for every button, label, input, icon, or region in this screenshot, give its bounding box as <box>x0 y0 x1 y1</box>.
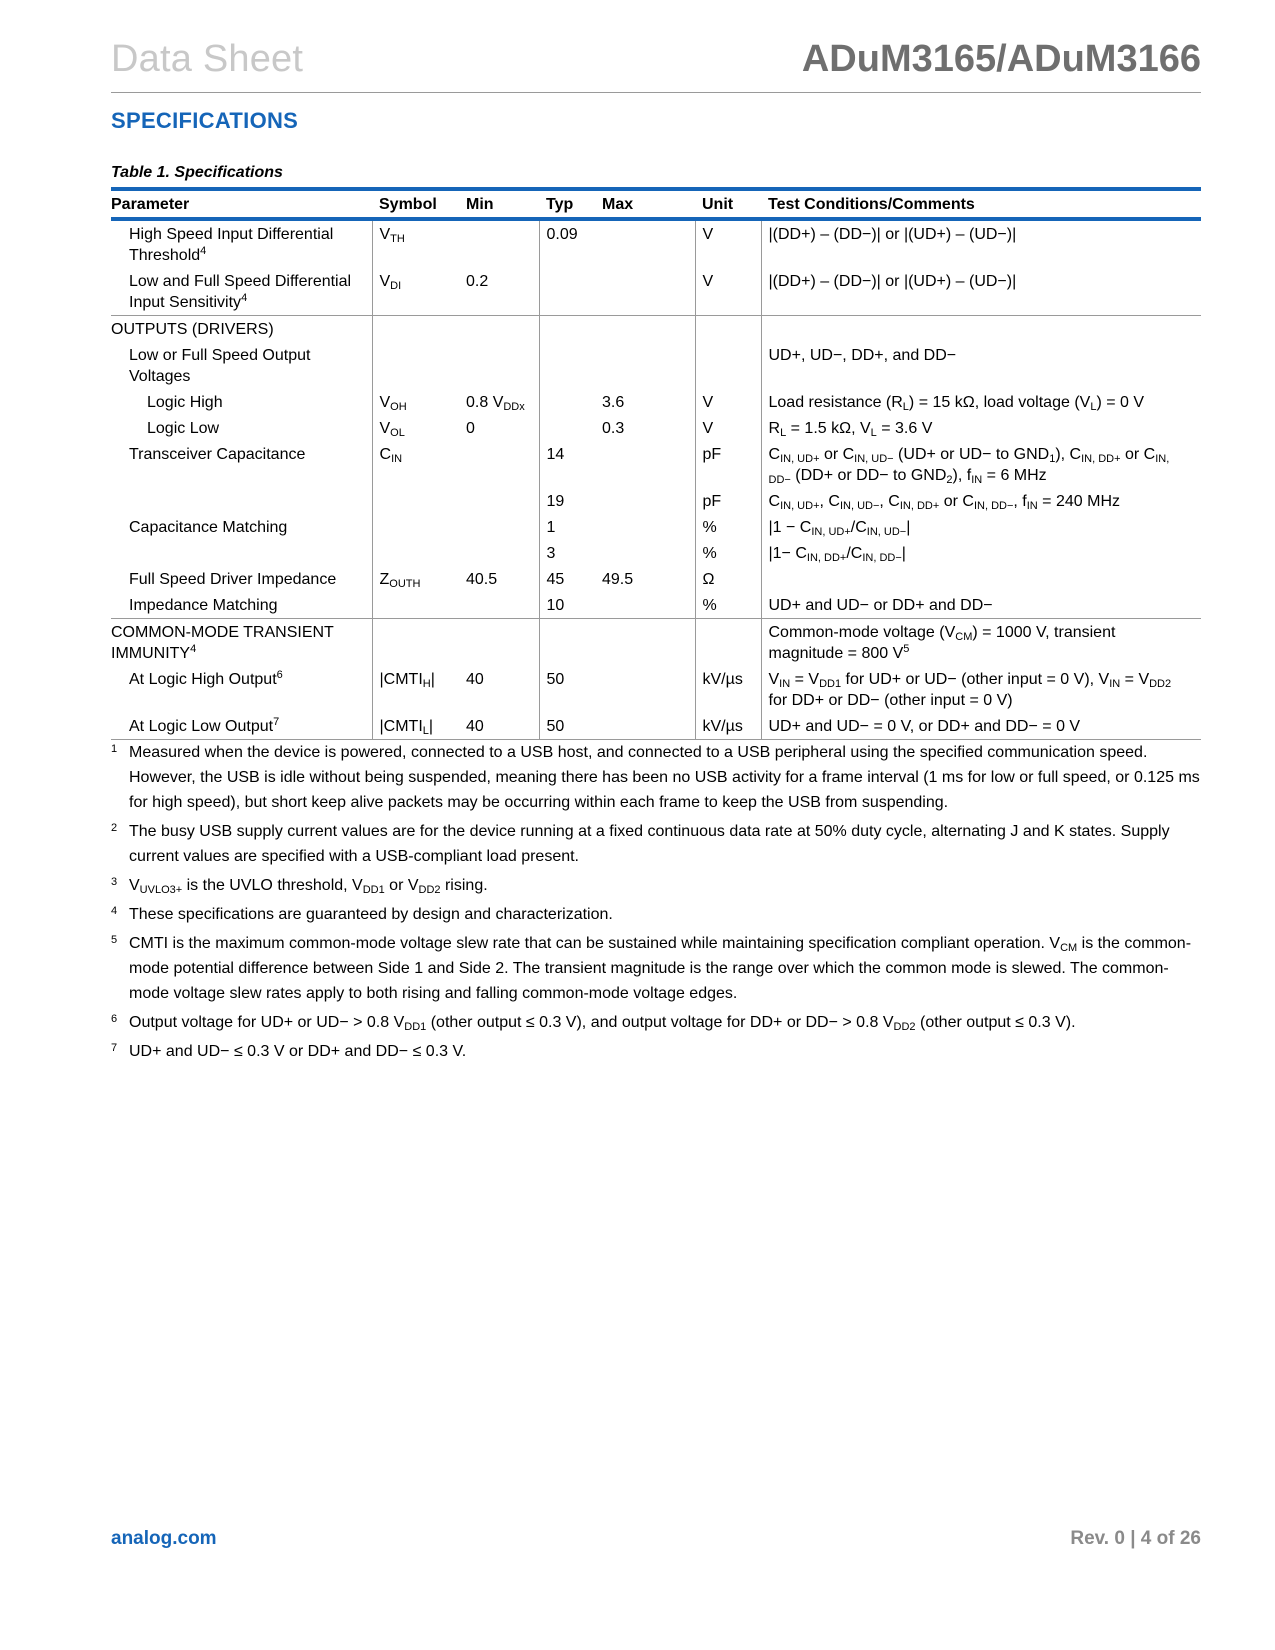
min-cell: 0 <box>466 420 475 437</box>
header-divider <box>111 92 1201 93</box>
table-row <box>111 514 1201 540</box>
footnote: 2 The busy USB supply current values are for the device running at a fixed continuous data rate at 50% duty cycle, alternating J and K states. Supply current values are specified with a USB-compliant load present. <box>111 822 1170 865</box>
table-row <box>111 219 1201 268</box>
max-cell: 3.6 <box>602 394 625 411</box>
param-cell: At Logic High Output$^6$ <box>129 669 283 688</box>
unit-cell: pF <box>695 441 761 488</box>
conditions-cell: $|1- C_{IN, DD+}/C_{IN, DD-}|$ <box>761 540 1201 566</box>
section-title: SPECIFICATIONS <box>111 108 299 133</box>
typ-cell <box>539 268 595 316</box>
page-number: Rev. 0 | 4 of 26 <box>1070 1528 1201 1549</box>
symbol-cell: $|CMTI_L|$ <box>372 713 459 740</box>
param-cell: Transceiver Capacitance <box>129 446 306 463</box>
footnote: 6 Output voltage for UD+ or UD− > 0.8 $V_{DD1}$ (other output ≤ 0.3 V), and output voltage for DD+ or DD− > 0.8 $V_{DD2}$ (other output ≤ 0.3 V). <box>111 1013 1076 1033</box>
typ-cell: 14 <box>539 441 595 488</box>
min-cell <box>459 219 539 268</box>
table-row <box>111 566 1201 592</box>
conditions-cell: UD+ and UD− = 0 V, or DD+ and DD− = 0 V <box>761 713 1201 740</box>
unit-cell: V <box>695 268 761 316</box>
param-cell: Low and Full Speed Differential Input Sensitivity$^4$ <box>129 273 352 311</box>
conditions-cell: Common-mode voltage $(V_{CM}) = 1000$ V, transient magnitude = 800 $V^5$ <box>761 619 1201 667</box>
unit-cell: V <box>695 219 761 268</box>
param-cell: Logic Low <box>147 420 220 437</box>
typ-cell: 1 <box>539 514 595 540</box>
max-cell <box>595 219 695 268</box>
max-cell: 0.3 <box>602 420 625 437</box>
col-unit: Unit <box>695 189 761 219</box>
conditions-cell: UD+ and UD− or DD+ and DD− <box>761 592 1201 619</box>
param-cell: OUTPUTS (DRIVERS) <box>111 316 372 343</box>
param-cell: Capacitance Matching <box>129 519 288 536</box>
max-cell: 49.5 <box>602 571 634 588</box>
unit-cell: % <box>695 514 761 540</box>
symbol-cell: $C_{IN}$ <box>372 441 459 488</box>
param-cell: Impedance Matching <box>129 597 278 614</box>
table-row <box>111 488 1201 514</box>
typ-cell: 10 <box>539 592 595 619</box>
col-min: Min <box>459 189 539 219</box>
footnote: 4 These specifications are guaranteed by design and characterization. <box>111 905 613 923</box>
col-symbol: Symbol <box>372 189 459 219</box>
part-number-title: ADuM3165/ADuM3166 <box>801 38 1201 80</box>
table-row <box>111 415 1201 441</box>
table-row <box>111 268 1201 316</box>
table-caption: Table 1. Specifications <box>111 164 283 181</box>
param-cell: Low or Full Speed Output Voltages <box>129 347 311 385</box>
min-cell: 40 <box>459 713 539 740</box>
footnote: 5 CMTI is the maximum common-mode voltage slew rate that can be sustained while maintaining specification compliant operation. $V_{CM}$ is the common-mode potential difference between Side 1 and Side 2. The transient magnitude is the range over which the common mode is slewed. The common-mode voltage slew rates apply to both rising and falling common-mode voltage edges. <box>111 934 1192 1002</box>
table-row <box>111 342 1201 389</box>
conditions-cell: $R_L = 1.5$ kΩ, $V_L = 3.6$ V <box>761 415 1201 441</box>
footnotes <box>111 740 1201 1068</box>
typ-cell: 3 <box>539 540 595 566</box>
unit-cell: % <box>695 592 761 619</box>
min-cell: 40 <box>466 671 484 688</box>
unit-cell: kV/µs <box>695 713 761 740</box>
symbol-cell: $V_{TH}$ <box>372 219 459 268</box>
col-max: Max <box>595 189 695 219</box>
symbol-cell: $Z_{OUTH}$ <box>372 566 459 592</box>
table-row <box>111 666 1201 713</box>
website-link[interactable]: analog.com <box>111 1528 217 1549</box>
symbol-cell: $V_{DI}$ <box>372 268 459 316</box>
col-conditions: Test Conditions/Comments <box>761 189 1201 219</box>
min-cell: 40.5 <box>466 571 498 588</box>
conditions-cell: |(DD+) – (DD−)| or |(UD+) – (UD−)| <box>761 268 1201 316</box>
conditions-cell: UD+, UD−, DD+, and DD− <box>761 342 1201 389</box>
symbol-cell: $V_{OH}$ <box>372 389 459 415</box>
conditions-cell: |(DD+) – (DD−)| or |(UD+) – (UD−)| <box>761 219 1201 268</box>
table-row <box>111 540 1201 566</box>
table-row <box>111 441 1201 488</box>
conditions-cell: $C_{IN, UD+}$ or $C_{IN, UD-}$ (UD+ or UD− to $GND_1$), $C_{IN, DD+}$ or $C_{IN, DD-}$ (DD+ or DD− to $GND_2$), $f_{IN} = 6$ MHz <box>761 441 1201 488</box>
param-cell: At Logic Low Output$^7$ <box>111 713 372 740</box>
footnote: 7 UD+ and UD− ≤ 0.3 V or DD+ and DD− ≤ 0.3 V. <box>111 1042 467 1060</box>
footnote: 3 $V_{UVLO3+}$ is the UVLO threshold, $V_{DD1}$ or $V_{DD2}$ rising. <box>111 876 488 896</box>
conditions-cell: $V_{IN} = V_{DD1}$ for UD+ or UD− (other input = 0 V), $V_{IN} = V_{DD2}$ for DD+ or DD− (other input = 0 V) <box>761 666 1201 713</box>
unit-cell: Ω <box>695 566 761 592</box>
typ-cell: 45 <box>539 566 595 592</box>
typ-cell: 0.09 <box>539 219 595 268</box>
table-header-row <box>111 189 1201 219</box>
unit-cell: V <box>695 389 761 415</box>
param-cell: COMMON-MODE TRANSIENT IMMUNITY$^4$ <box>111 619 372 667</box>
param-cell: Full Speed Driver Impedance <box>129 571 337 588</box>
symbol-cell: $V_{OL}$ <box>372 415 459 441</box>
table-row <box>111 389 1201 415</box>
unit-cell: kV/µs <box>695 666 761 713</box>
conditions-cell: $|1 - C_{IN, UD+}/C_{IN, UD-}|$ <box>761 514 1201 540</box>
unit-cell: V <box>695 415 761 441</box>
col-typ: Typ <box>539 189 595 219</box>
min-cell: 0.8 $V_{DDx}$ <box>466 394 525 413</box>
max-cell <box>595 268 695 316</box>
conditions-cell: $C_{IN, UD+}$, $C_{IN, UD-}$, $C_{IN, DD+}$ or $C_{IN, DD-}$, $f_{IN} = 240$ MHz <box>761 488 1201 514</box>
table-row <box>111 592 1201 619</box>
table-row <box>111 316 1201 343</box>
typ-cell: 50 <box>539 666 595 713</box>
symbol-cell: $|CMTI_H|$ <box>372 666 459 713</box>
unit-cell: % <box>695 540 761 566</box>
footnote: 1 Measured when the device is powered, connected to a USB host, and connected to a USB peripheral using the specified communication speed. However, the USB is idle without being suspended, meaning there has been no USB activity for a frame interval (1 ms for low or full speed, or 0.125 ms for high speed), but short keep alive packets may be occurring within each frame to keep the USB from suspending. <box>111 743 1200 811</box>
typ-cell: 19 <box>539 488 595 514</box>
typ-cell: 50 <box>539 713 595 740</box>
doc-type-title: Data Sheet <box>111 38 304 80</box>
specifications-table <box>111 187 1201 740</box>
min-cell: 0.2 <box>466 273 489 290</box>
param-cell: High Speed Input Differential Threshold$^4$ <box>129 226 334 264</box>
table-row <box>111 713 1201 740</box>
col-parameter: Parameter <box>111 189 372 219</box>
unit-cell: pF <box>695 488 761 514</box>
conditions-cell: Load resistance $(R_L) = 15$ kΩ, load voltage $(V_L) = 0$ V <box>761 389 1201 415</box>
param-cell: Logic High <box>147 394 223 411</box>
table-row <box>111 619 1201 667</box>
